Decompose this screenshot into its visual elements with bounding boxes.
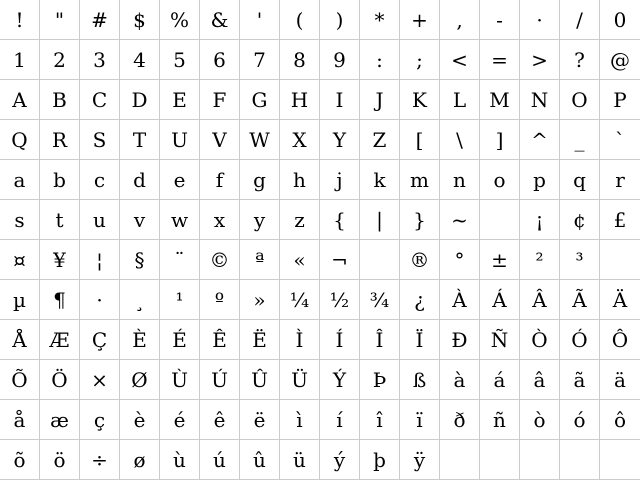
glyph-cell: < [440, 40, 480, 80]
glyph-cell: ç [80, 400, 120, 440]
glyph-cell: W [240, 120, 280, 160]
glyph-cell: D [120, 80, 160, 120]
glyph-cell: s [0, 200, 40, 240]
glyph-cell: · [80, 280, 120, 320]
glyph-cell: 3 [80, 40, 120, 80]
glyph-cell: Ï [400, 320, 440, 360]
glyph-cell: I [320, 80, 360, 120]
glyph-cell: " [40, 0, 80, 40]
glyph-cell: P [600, 80, 640, 120]
glyph-cell: ° [440, 240, 480, 280]
glyph-cell: C [80, 80, 120, 120]
glyph-cell: 4 [120, 40, 160, 80]
glyph-cell: Q [0, 120, 40, 160]
glyph-cell: , [440, 0, 480, 40]
glyph-cell: ¡ [520, 200, 560, 240]
glyph-cell: Ü [280, 360, 320, 400]
glyph-cell: / [560, 0, 600, 40]
glyph-cell: _ [560, 120, 600, 160]
glyph-cell: = [480, 40, 520, 80]
glyph-cell: Ã [560, 280, 600, 320]
glyph-cell: þ [360, 440, 400, 480]
glyph-cell: u [80, 200, 120, 240]
glyph-cell: h [280, 160, 320, 200]
glyph-cell: £ [600, 200, 640, 240]
glyph-cell: Æ [40, 320, 80, 360]
glyph-cell: X [280, 120, 320, 160]
glyph-cell: Y [320, 120, 360, 160]
glyph-cell: Ö [40, 360, 80, 400]
glyph-cell: B [40, 80, 80, 120]
glyph-cell: ¿ [400, 280, 440, 320]
glyph-cell: » [240, 280, 280, 320]
glyph-cell: è [120, 400, 160, 440]
glyph-cell: ¥ [40, 240, 80, 280]
glyph-cell: - [480, 0, 520, 40]
glyph-cell: H [280, 80, 320, 120]
glyph-cell: « [280, 240, 320, 280]
glyph-cell: à [440, 360, 480, 400]
glyph-cell: A [0, 80, 40, 120]
glyph-cell: ª [240, 240, 280, 280]
glyph-cell: æ [40, 400, 80, 440]
glyph-cell: í [320, 400, 360, 440]
glyph-cell: ¦ [80, 240, 120, 280]
glyph-cell: @ [600, 40, 640, 80]
glyph-cell: é [160, 400, 200, 440]
glyph-cell: ñ [480, 400, 520, 440]
glyph-cell: º [200, 280, 240, 320]
glyph-cell: d [120, 160, 160, 200]
glyph-cell: * [360, 0, 400, 40]
glyph-cell: ì [280, 400, 320, 440]
glyph-cell: { [320, 200, 360, 240]
glyph-cell: [ [400, 120, 440, 160]
glyph-cell: k [360, 160, 400, 200]
glyph-cell: ú [200, 440, 240, 480]
glyph-cell-empty [600, 440, 640, 480]
glyph-cell: Ñ [480, 320, 520, 360]
glyph-cell: V [200, 120, 240, 160]
glyph-cell: ¶ [40, 280, 80, 320]
glyph-cell: ¤ [0, 240, 40, 280]
glyph-cell: ® [400, 240, 440, 280]
glyph-cell: ^ [520, 120, 560, 160]
glyph-cell: õ [0, 440, 40, 480]
glyph-cell: M [480, 80, 520, 120]
glyph-cell: 1 [0, 40, 40, 80]
glyph-cell-empty [560, 440, 600, 480]
glyph-cell: û [240, 440, 280, 480]
glyph-cell: c [80, 160, 120, 200]
glyph-cell: \ [440, 120, 480, 160]
glyph-cell: ß [400, 360, 440, 400]
glyph-cell: ÿ [400, 440, 440, 480]
glyph-cell: Ä [600, 280, 640, 320]
glyph-cell: T [120, 120, 160, 160]
glyph-cell: G [240, 80, 280, 120]
glyph-cell: J [360, 80, 400, 120]
glyph-cell: Ú [200, 360, 240, 400]
glyph-cell: f [200, 160, 240, 200]
glyph-cell: Õ [0, 360, 40, 400]
glyph-cell: ù [160, 440, 200, 480]
glyph-cell: R [40, 120, 80, 160]
glyph-cell: ¼ [280, 280, 320, 320]
glyph-cell: b [40, 160, 80, 200]
glyph-cell: î [360, 400, 400, 440]
glyph-cell: 2 [40, 40, 80, 80]
glyph-cell: ô [600, 400, 640, 440]
glyph-cell: Ê [200, 320, 240, 360]
glyph-cell: ÷ [80, 440, 120, 480]
glyph-cell: å [0, 400, 40, 440]
glyph-cell: À [440, 280, 480, 320]
glyph-cell: ï [400, 400, 440, 440]
glyph-cell: ± [480, 240, 520, 280]
glyph-cell: ) [320, 0, 360, 40]
glyph-cell: ø [120, 440, 160, 480]
glyph-cell: ë [240, 400, 280, 440]
glyph-cell: U [160, 120, 200, 160]
glyph-cell: 5 [160, 40, 200, 80]
glyph-cell: Ý [320, 360, 360, 400]
glyph-cell: × [80, 360, 120, 400]
glyph-cell: a [0, 160, 40, 200]
glyph-cell: È [120, 320, 160, 360]
glyph-cell: 7 [240, 40, 280, 80]
glyph-cell-empty [440, 440, 480, 480]
glyph-cell: 0 [600, 0, 640, 40]
glyph-cell: p [520, 160, 560, 200]
glyph-cell: ê [200, 400, 240, 440]
glyph-cell: v [120, 200, 160, 240]
glyph-cell: ä [600, 360, 640, 400]
glyph-cell: q [560, 160, 600, 200]
glyph-cell: ö [40, 440, 80, 480]
glyph-cell: Â [520, 280, 560, 320]
glyph-cell: § [120, 240, 160, 280]
glyph-cell: © [200, 240, 240, 280]
glyph-cell [360, 240, 400, 280]
glyph-cell: o [480, 160, 520, 200]
glyph-cell: N [520, 80, 560, 120]
glyph-cell: ¨ [160, 240, 200, 280]
glyph-cell: ¢ [560, 200, 600, 240]
glyph-cell: Å [0, 320, 40, 360]
glyph-cell: ` [600, 120, 640, 160]
glyph-cell: Î [360, 320, 400, 360]
glyph-cell: S [80, 120, 120, 160]
glyph-cell: Z [360, 120, 400, 160]
glyph-cell: x [200, 200, 240, 240]
glyph-cell: Ø [120, 360, 160, 400]
glyph-cell: ¬ [320, 240, 360, 280]
glyph-cell: j [320, 160, 360, 200]
glyph-cell: } [400, 200, 440, 240]
glyph-cell: g [240, 160, 280, 200]
glyph-cell: ¾ [360, 280, 400, 320]
glyph-cell: E [160, 80, 200, 120]
glyph-cell: ( [280, 0, 320, 40]
glyph-cell: · [520, 0, 560, 40]
glyph-cell: w [160, 200, 200, 240]
glyph-cell: Ì [280, 320, 320, 360]
glyph-cell: ¹ [160, 280, 200, 320]
glyph-cell: ó [560, 400, 600, 440]
glyph-cell: r [600, 160, 640, 200]
glyph-cell: ~ [440, 200, 480, 240]
glyph-cell: É [160, 320, 200, 360]
glyph-cell: ü [280, 440, 320, 480]
glyph-cell: F [200, 80, 240, 120]
glyph-cell: ] [480, 120, 520, 160]
glyph-cell: L [440, 80, 480, 120]
glyph-cell: 8 [280, 40, 320, 80]
glyph-cell: ? [560, 40, 600, 80]
glyph-cell: Ó [560, 320, 600, 360]
glyph-cell: Ë [240, 320, 280, 360]
glyph-cell: Ù [160, 360, 200, 400]
glyph-cell: ! [0, 0, 40, 40]
glyph-cell: ³ [560, 240, 600, 280]
glyph-cell: # [80, 0, 120, 40]
glyph-cell: Þ [360, 360, 400, 400]
glyph-cell: á [480, 360, 520, 400]
glyph-cell: O [560, 80, 600, 120]
glyph-cell: ² [520, 240, 560, 280]
glyph-cell: m [400, 160, 440, 200]
glyph-cell: ¸ [120, 280, 160, 320]
glyph-cell: ð [440, 400, 480, 440]
glyph-cell: % [160, 0, 200, 40]
glyph-cell: Ç [80, 320, 120, 360]
glyph-cell: > [520, 40, 560, 80]
glyph-cell-empty [520, 440, 560, 480]
glyph-cell: K [400, 80, 440, 120]
glyph-cell: ' [240, 0, 280, 40]
glyph-cell: & [200, 0, 240, 40]
glyph-cell: + [400, 0, 440, 40]
glyph-cell: Í [320, 320, 360, 360]
glyph-cell: Ò [520, 320, 560, 360]
glyph-cell: Û [240, 360, 280, 400]
glyph-cell: $ [120, 0, 160, 40]
glyph-cell: t [40, 200, 80, 240]
glyph-cell: Ô [600, 320, 640, 360]
glyph-cell: y [240, 200, 280, 240]
glyph-cell-empty [480, 200, 520, 240]
glyph-cell: ã [560, 360, 600, 400]
glyph-cell: Á [480, 280, 520, 320]
glyph-cell: | [360, 200, 400, 240]
glyph-cell: ; [400, 40, 440, 80]
glyph-cell: n [440, 160, 480, 200]
glyph-cell-empty [480, 440, 520, 480]
glyph-cell: 9 [320, 40, 360, 80]
glyph-cell-empty [600, 240, 640, 280]
glyph-cell: e [160, 160, 200, 200]
glyph-cell: â [520, 360, 560, 400]
glyph-cell: Ð [440, 320, 480, 360]
glyph-cell: ½ [320, 280, 360, 320]
glyph-cell: z [280, 200, 320, 240]
glyph-cell: : [360, 40, 400, 80]
glyph-cell: µ [0, 280, 40, 320]
glyph-cell: ò [520, 400, 560, 440]
glyph-cell: ý [320, 440, 360, 480]
glyph-cell: 6 [200, 40, 240, 80]
